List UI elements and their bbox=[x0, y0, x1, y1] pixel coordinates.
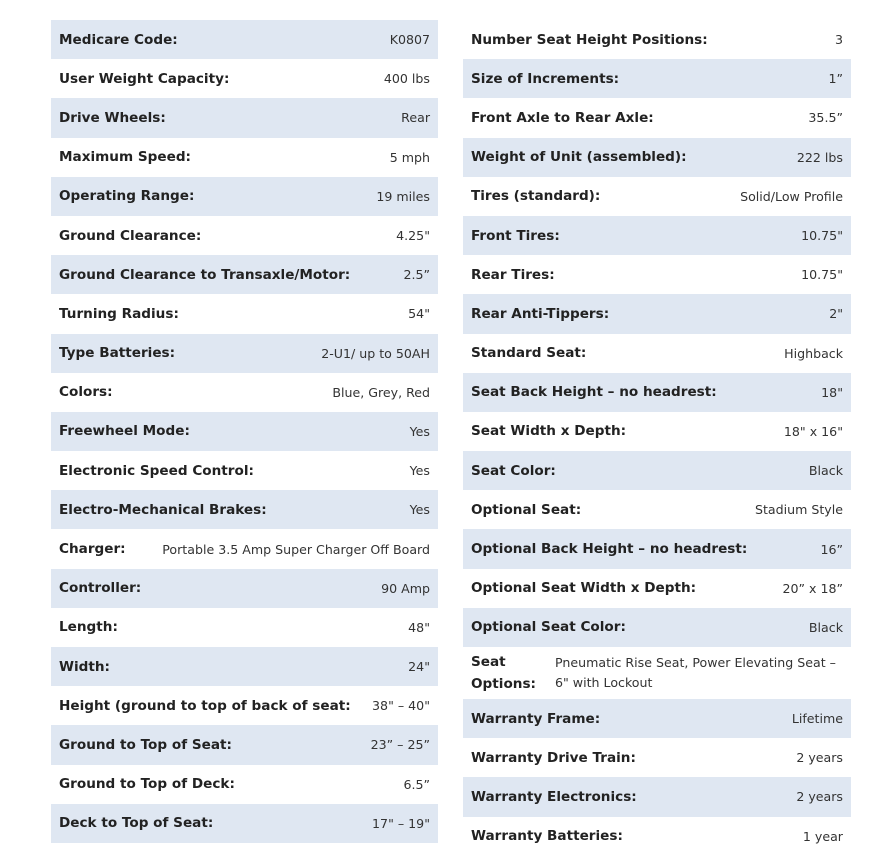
spec-value: Blue, Grey, Red bbox=[332, 384, 430, 400]
spec-row bbox=[463, 608, 851, 647]
spec-value: 90 Amp bbox=[381, 580, 430, 596]
spec-row bbox=[463, 138, 851, 177]
left-spec-table bbox=[51, 20, 438, 843]
spec-label: Warranty Electronics: bbox=[471, 788, 637, 805]
spec-label: Size of Increments: bbox=[471, 70, 620, 87]
spec-row bbox=[51, 451, 438, 490]
spec-row bbox=[51, 138, 438, 177]
spec-row bbox=[51, 725, 438, 764]
spec-row bbox=[463, 699, 851, 738]
spec-value: 24" bbox=[408, 659, 430, 675]
spec-value: 3 bbox=[834, 32, 843, 48]
spec-label: Warranty Frame: bbox=[471, 710, 601, 727]
spec-value: Black bbox=[808, 463, 843, 479]
spec-row bbox=[51, 569, 438, 608]
spec-value: 5 mph bbox=[389, 149, 430, 165]
spec-label: Ground Clearance: bbox=[59, 227, 202, 244]
spec-value: 1” bbox=[828, 71, 843, 87]
spec-row bbox=[51, 255, 438, 294]
spec-row bbox=[463, 777, 851, 816]
spec-row bbox=[463, 98, 851, 137]
spec-row bbox=[51, 98, 438, 137]
spec-label: Operating Range: bbox=[59, 188, 195, 205]
spec-label: Rear Tires: bbox=[471, 266, 555, 283]
spec-value: 19 miles bbox=[376, 188, 430, 204]
spec-row bbox=[463, 817, 851, 856]
spec-label: Turning Radius: bbox=[59, 305, 179, 322]
spec-row bbox=[51, 686, 438, 725]
spec-label: Weight of Unit (assembled): bbox=[471, 149, 687, 166]
spec-value: 23” – 25” bbox=[370, 737, 430, 753]
spec-value: Lifetime bbox=[791, 711, 843, 727]
spec-value: Pneumatic Rise Seat, Power Elevating Seat – 6" with Lockout bbox=[555, 655, 836, 690]
spec-value: 6.5” bbox=[403, 776, 430, 792]
spec-row bbox=[463, 59, 851, 98]
spec-label: Electronic Speed Control: bbox=[59, 462, 254, 479]
spec-value: K0807 bbox=[389, 32, 430, 48]
spec-value: 16” bbox=[820, 541, 843, 557]
spec-value: Solid/Low Profile bbox=[740, 188, 843, 204]
spec-label: Optional Seat: bbox=[471, 501, 582, 518]
spec-row bbox=[463, 373, 851, 412]
spec-value: 48" bbox=[408, 619, 430, 635]
spec-label: Height (ground to top of back of seat: bbox=[59, 697, 351, 714]
spec-value: 2.5” bbox=[403, 267, 430, 283]
spec-row bbox=[463, 177, 851, 216]
spec-value: Portable 3.5 Amp Super Charger Off Board bbox=[162, 541, 430, 557]
spec-label: Seat Options: bbox=[471, 654, 536, 692]
spec-value: 17" – 19" bbox=[372, 815, 430, 831]
spec-label: Optional Back Height – no headrest: bbox=[471, 541, 748, 558]
spec-row bbox=[51, 216, 438, 255]
spec-label: Number Seat Height Positions: bbox=[471, 31, 708, 48]
spec-label: Deck to Top of Seat: bbox=[59, 815, 214, 832]
spec-value: 2-U1/ up to 50AH bbox=[321, 345, 430, 361]
spec-row bbox=[463, 412, 851, 451]
spec-label: Ground to Top of Deck: bbox=[59, 776, 235, 793]
spec-row bbox=[51, 412, 438, 451]
spec-row bbox=[463, 294, 851, 333]
spec-value: Yes bbox=[409, 423, 430, 439]
spec-value: 400 lbs bbox=[383, 71, 430, 87]
spec-label: Electro-Mechanical Brakes: bbox=[59, 501, 267, 518]
spec-row bbox=[463, 334, 851, 373]
spec-label: Tires (standard): bbox=[471, 188, 601, 205]
spec-label: Rear Anti-Tippers: bbox=[471, 305, 610, 322]
spec-label: Warranty Drive Train: bbox=[471, 749, 636, 766]
spec-row bbox=[51, 490, 438, 529]
spec-row bbox=[463, 569, 851, 608]
spec-label: Type Batteries: bbox=[59, 345, 176, 362]
spec-row bbox=[463, 490, 851, 529]
spec-label: Warranty Batteries: bbox=[471, 828, 623, 845]
spec-row bbox=[463, 529, 851, 568]
spec-value: 10.75" bbox=[801, 228, 843, 244]
spec-label: Charger: bbox=[59, 541, 126, 558]
spec-row bbox=[51, 804, 438, 843]
spec-label: Optional Seat Width x Depth: bbox=[471, 580, 697, 597]
spec-row bbox=[51, 373, 438, 412]
spec-value: 2" bbox=[829, 306, 843, 322]
spec-label: Optional Seat Color: bbox=[471, 619, 626, 636]
spec-value: 35.5” bbox=[808, 110, 843, 126]
spec-value: 18" x 16" bbox=[783, 423, 843, 439]
spec-value: 54" bbox=[408, 306, 430, 322]
spec-label: Drive Wheels: bbox=[59, 109, 166, 126]
spec-label: Width: bbox=[59, 658, 110, 675]
spec-label: Ground Clearance to Transaxle/Motor: bbox=[59, 266, 351, 283]
spec-value: 2 years bbox=[796, 789, 843, 805]
spec-value: 4.25" bbox=[396, 228, 430, 244]
spec-row bbox=[51, 294, 438, 333]
spec-row bbox=[463, 738, 851, 777]
spec-row bbox=[51, 177, 438, 216]
spec-label: Length: bbox=[59, 619, 118, 636]
spec-row-seat-options bbox=[463, 647, 851, 699]
spec-row bbox=[51, 20, 438, 59]
spec-value: 1 year bbox=[802, 828, 843, 844]
spec-label: Freewheel Mode: bbox=[59, 423, 190, 440]
spec-value: Black bbox=[808, 619, 843, 635]
spec-label: Controller: bbox=[59, 580, 142, 597]
spec-value: 18" bbox=[821, 384, 843, 400]
spec-value: 10.75" bbox=[801, 267, 843, 283]
spec-row bbox=[463, 255, 851, 294]
spec-row bbox=[51, 608, 438, 647]
spec-label: Front Axle to Rear Axle: bbox=[471, 109, 654, 126]
spec-value: Yes bbox=[409, 463, 430, 479]
spec-row bbox=[51, 765, 438, 804]
spec-value: Highback bbox=[784, 345, 843, 361]
spec-row bbox=[463, 216, 851, 255]
spec-label: Colors: bbox=[59, 384, 113, 401]
spec-label: Front Tires: bbox=[471, 227, 560, 244]
spec-row bbox=[51, 529, 438, 568]
spec-value: 38" – 40" bbox=[372, 698, 430, 714]
spec-value: Stadium Style bbox=[754, 502, 843, 518]
spec-label: Standard Seat: bbox=[471, 345, 587, 362]
spec-value: Yes bbox=[409, 502, 430, 518]
spec-row bbox=[51, 59, 438, 98]
spec-label: Seat Width x Depth: bbox=[471, 423, 627, 440]
spec-row bbox=[51, 647, 438, 686]
spec-label: Medicare Code: bbox=[59, 31, 178, 48]
spec-label: Maximum Speed: bbox=[59, 149, 191, 166]
spec-label: User Weight Capacity: bbox=[59, 70, 230, 87]
right-spec-table bbox=[463, 20, 851, 856]
spec-label: Seat Color: bbox=[471, 462, 556, 479]
spec-value: Rear bbox=[401, 110, 430, 126]
spec-value: 2 years bbox=[796, 750, 843, 766]
spec-value: 222 lbs bbox=[796, 149, 843, 165]
spec-row bbox=[463, 451, 851, 490]
spec-value: 20” x 18” bbox=[782, 580, 843, 596]
spec-row bbox=[51, 334, 438, 373]
spec-row bbox=[463, 20, 851, 59]
spec-label: Seat Back Height – no headrest: bbox=[471, 384, 717, 401]
spec-label: Ground to Top of Seat: bbox=[59, 736, 232, 753]
